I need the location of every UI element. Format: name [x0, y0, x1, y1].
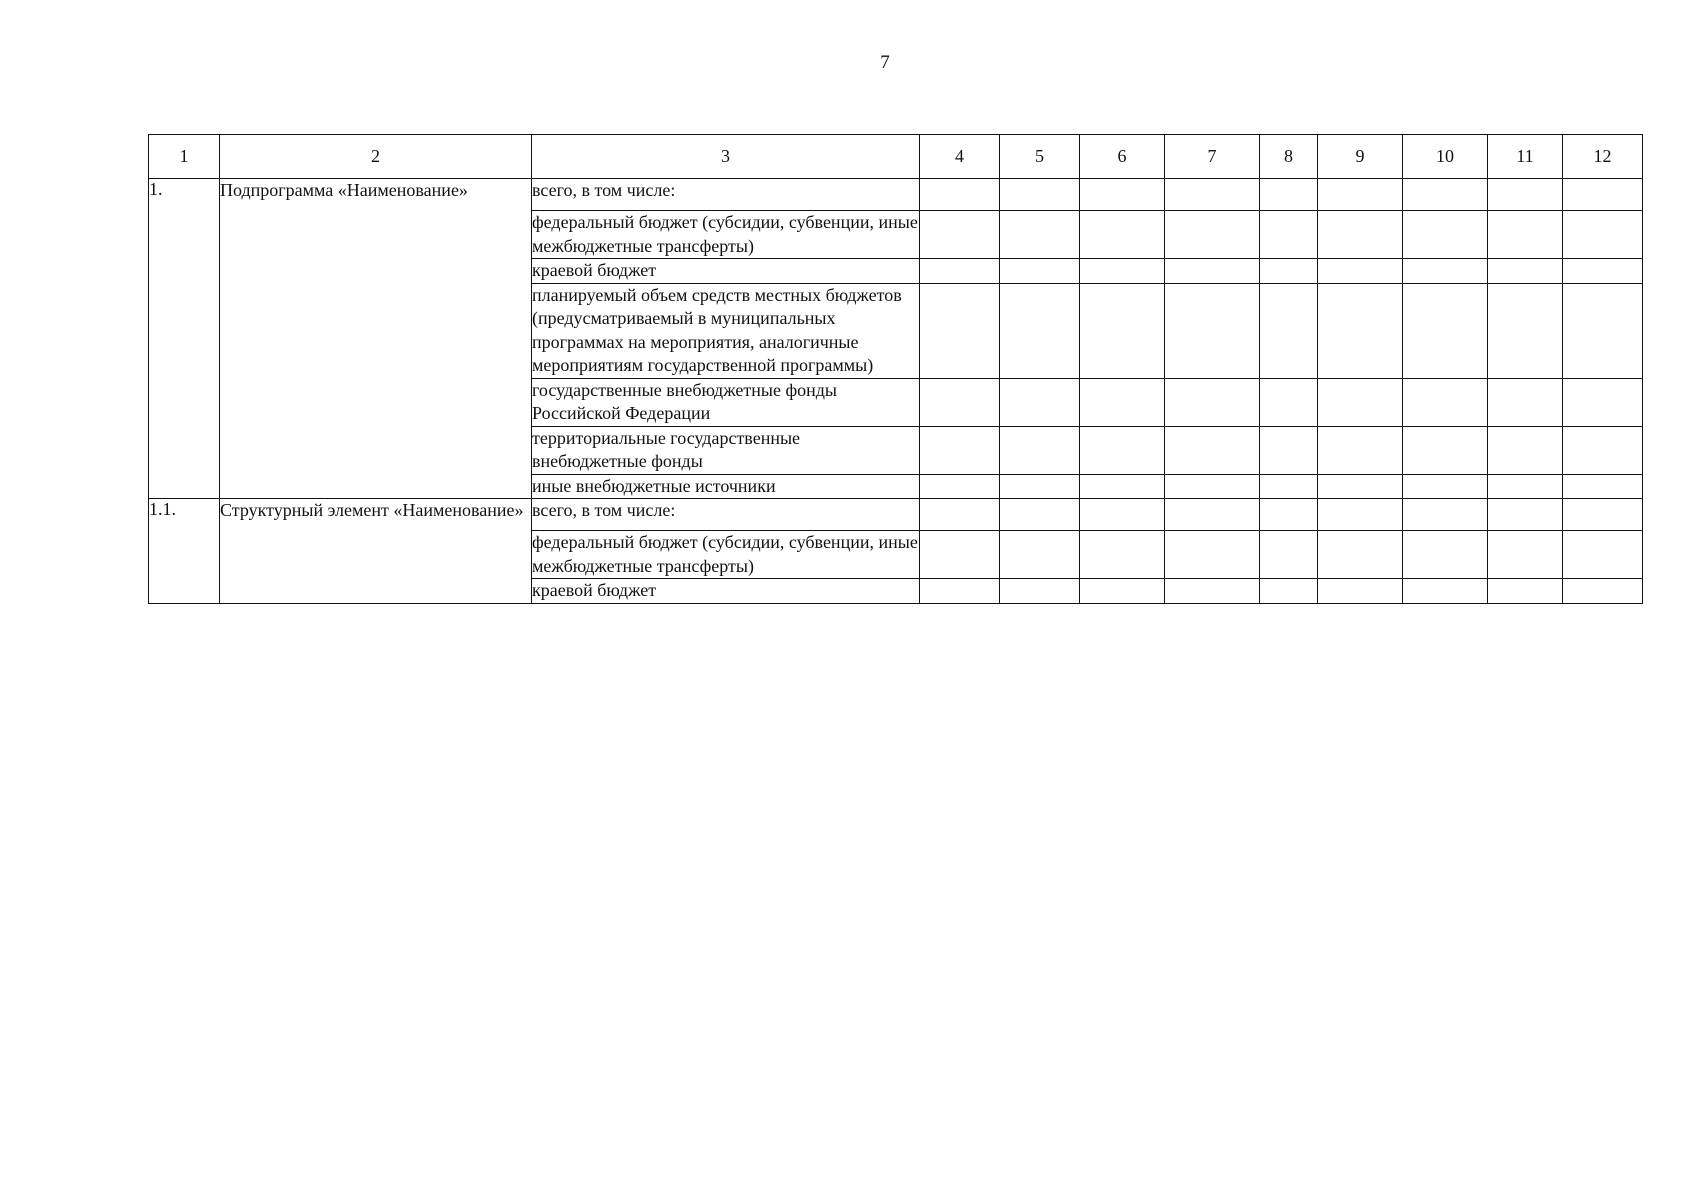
value-cell: [1080, 531, 1165, 579]
value-cell: [1318, 211, 1403, 259]
value-cell: [1165, 531, 1260, 579]
value-cell: [920, 259, 1000, 284]
value-cell: [1000, 179, 1080, 211]
value-cell: [1318, 378, 1403, 426]
value-cell: [1165, 474, 1260, 499]
value-cell: [1403, 426, 1488, 474]
value-cell: [1000, 474, 1080, 499]
value-cell: [1403, 531, 1488, 579]
value-cell: [1080, 259, 1165, 284]
value-cell: [1080, 378, 1165, 426]
funding-source: краевой бюджет: [532, 259, 920, 284]
value-cell: [1165, 211, 1260, 259]
table-row: [149, 499, 1643, 531]
value-cell: [1260, 283, 1318, 378]
value-cell: [1488, 474, 1563, 499]
header-cell: 7: [1165, 135, 1260, 179]
value-cell: [1318, 579, 1403, 604]
value-cell: [1403, 474, 1488, 499]
value-cell: [920, 283, 1000, 378]
value-cell: [1318, 499, 1403, 531]
value-cell: [1488, 579, 1563, 604]
value-cell: [1488, 531, 1563, 579]
value-cell: [1563, 499, 1643, 531]
value-cell: [1260, 579, 1318, 604]
funding-source: краевой бюджет: [532, 579, 920, 604]
value-cell: [1000, 259, 1080, 284]
value-cell: [1260, 259, 1318, 284]
funding-source: всего, в том числе:: [532, 179, 920, 211]
value-cell: [920, 378, 1000, 426]
value-cell: [1563, 259, 1643, 284]
value-cell: [1260, 499, 1318, 531]
value-cell: [1080, 211, 1165, 259]
value-cell: [920, 499, 1000, 531]
value-cell: [920, 579, 1000, 604]
value-cell: [1080, 179, 1165, 211]
value-cell: [1563, 283, 1643, 378]
row-number: 1.: [149, 179, 220, 499]
value-cell: [1488, 426, 1563, 474]
value-cell: [1000, 579, 1080, 604]
value-cell: [1000, 426, 1080, 474]
budget-table: [148, 134, 1643, 604]
header-cell: 6: [1080, 135, 1165, 179]
value-cell: [1563, 378, 1643, 426]
value-cell: [1165, 499, 1260, 531]
value-cell: [1080, 474, 1165, 499]
value-cell: [1260, 426, 1318, 474]
funding-source: федеральный бюджет (субсидии, субвенции, иные межбюджетные трансферты): [532, 211, 920, 259]
funding-source: государственные внебюджетные фонды Российской Федерации: [532, 378, 920, 426]
table-header: [149, 135, 1643, 179]
value-cell: [1318, 179, 1403, 211]
value-cell: [1488, 283, 1563, 378]
value-cell: [1165, 579, 1260, 604]
row-name: Подпрограмма «Наименование»: [220, 179, 532, 499]
value-cell: [1000, 283, 1080, 378]
value-cell: [1000, 211, 1080, 259]
value-cell: [1403, 579, 1488, 604]
value-cell: [920, 474, 1000, 499]
value-cell: [920, 531, 1000, 579]
value-cell: [1488, 211, 1563, 259]
value-cell: [1260, 211, 1318, 259]
value-cell: [1403, 283, 1488, 378]
funding-source: иные внебюджетные источники: [532, 474, 920, 499]
value-cell: [1165, 179, 1260, 211]
value-cell: [1563, 211, 1643, 259]
value-cell: [1318, 283, 1403, 378]
value-cell: [1000, 531, 1080, 579]
value-cell: [1318, 426, 1403, 474]
value-cell: [920, 179, 1000, 211]
table-row: [149, 179, 1643, 211]
header-cell: 4: [920, 135, 1000, 179]
header-cell: 9: [1318, 135, 1403, 179]
value-cell: [1318, 531, 1403, 579]
value-cell: [1488, 499, 1563, 531]
funding-source: всего, в том числе:: [532, 499, 920, 531]
header-cell: 11: [1488, 135, 1563, 179]
value-cell: [1403, 378, 1488, 426]
value-cell: [1080, 426, 1165, 474]
value-cell: [1080, 499, 1165, 531]
header-cell: 1: [149, 135, 220, 179]
row-name: Структурный элемент «Наименование»: [220, 499, 532, 604]
value-cell: [1000, 499, 1080, 531]
value-cell: [1488, 259, 1563, 284]
value-cell: [1165, 283, 1260, 378]
value-cell: [1403, 211, 1488, 259]
value-cell: [1563, 426, 1643, 474]
value-cell: [1563, 531, 1643, 579]
header-row: [149, 135, 1643, 179]
value-cell: [1488, 179, 1563, 211]
value-cell: [1563, 179, 1643, 211]
value-cell: [1165, 259, 1260, 284]
row-number: 1.1.: [149, 499, 220, 604]
value-cell: [1000, 378, 1080, 426]
value-cell: [1403, 499, 1488, 531]
value-cell: [1165, 378, 1260, 426]
value-cell: [1563, 579, 1643, 604]
value-cell: [1260, 474, 1318, 499]
value-cell: [1165, 426, 1260, 474]
value-cell: [920, 426, 1000, 474]
value-cell: [1403, 179, 1488, 211]
header-cell: 10: [1403, 135, 1488, 179]
header-cell: 8: [1260, 135, 1318, 179]
value-cell: [1403, 259, 1488, 284]
value-cell: [1488, 378, 1563, 426]
funding-source: федеральный бюджет (субсидии, субвенции, иные межбюджетные трансферты): [532, 531, 920, 579]
header-cell: 5: [1000, 135, 1080, 179]
value-cell: [1260, 378, 1318, 426]
value-cell: [1080, 283, 1165, 378]
value-cell: [1318, 259, 1403, 284]
value-cell: [1318, 474, 1403, 499]
header-cell: 2: [220, 135, 532, 179]
value-cell: [1563, 474, 1643, 499]
value-cell: [1260, 531, 1318, 579]
funding-source: территориальные государственные внебюджетные фонды: [532, 426, 920, 474]
header-cell: 12: [1563, 135, 1643, 179]
value-cell: [1260, 179, 1318, 211]
value-cell: [920, 211, 1000, 259]
page-number: 7: [880, 52, 890, 73]
header-cell: 3: [532, 135, 920, 179]
funding-source: планируемый объем средств местных бюджетов (предусматриваемый в муниципальных программах на мероприятия, аналогичные мероприятиям государственной программы): [532, 283, 920, 378]
value-cell: [1080, 579, 1165, 604]
